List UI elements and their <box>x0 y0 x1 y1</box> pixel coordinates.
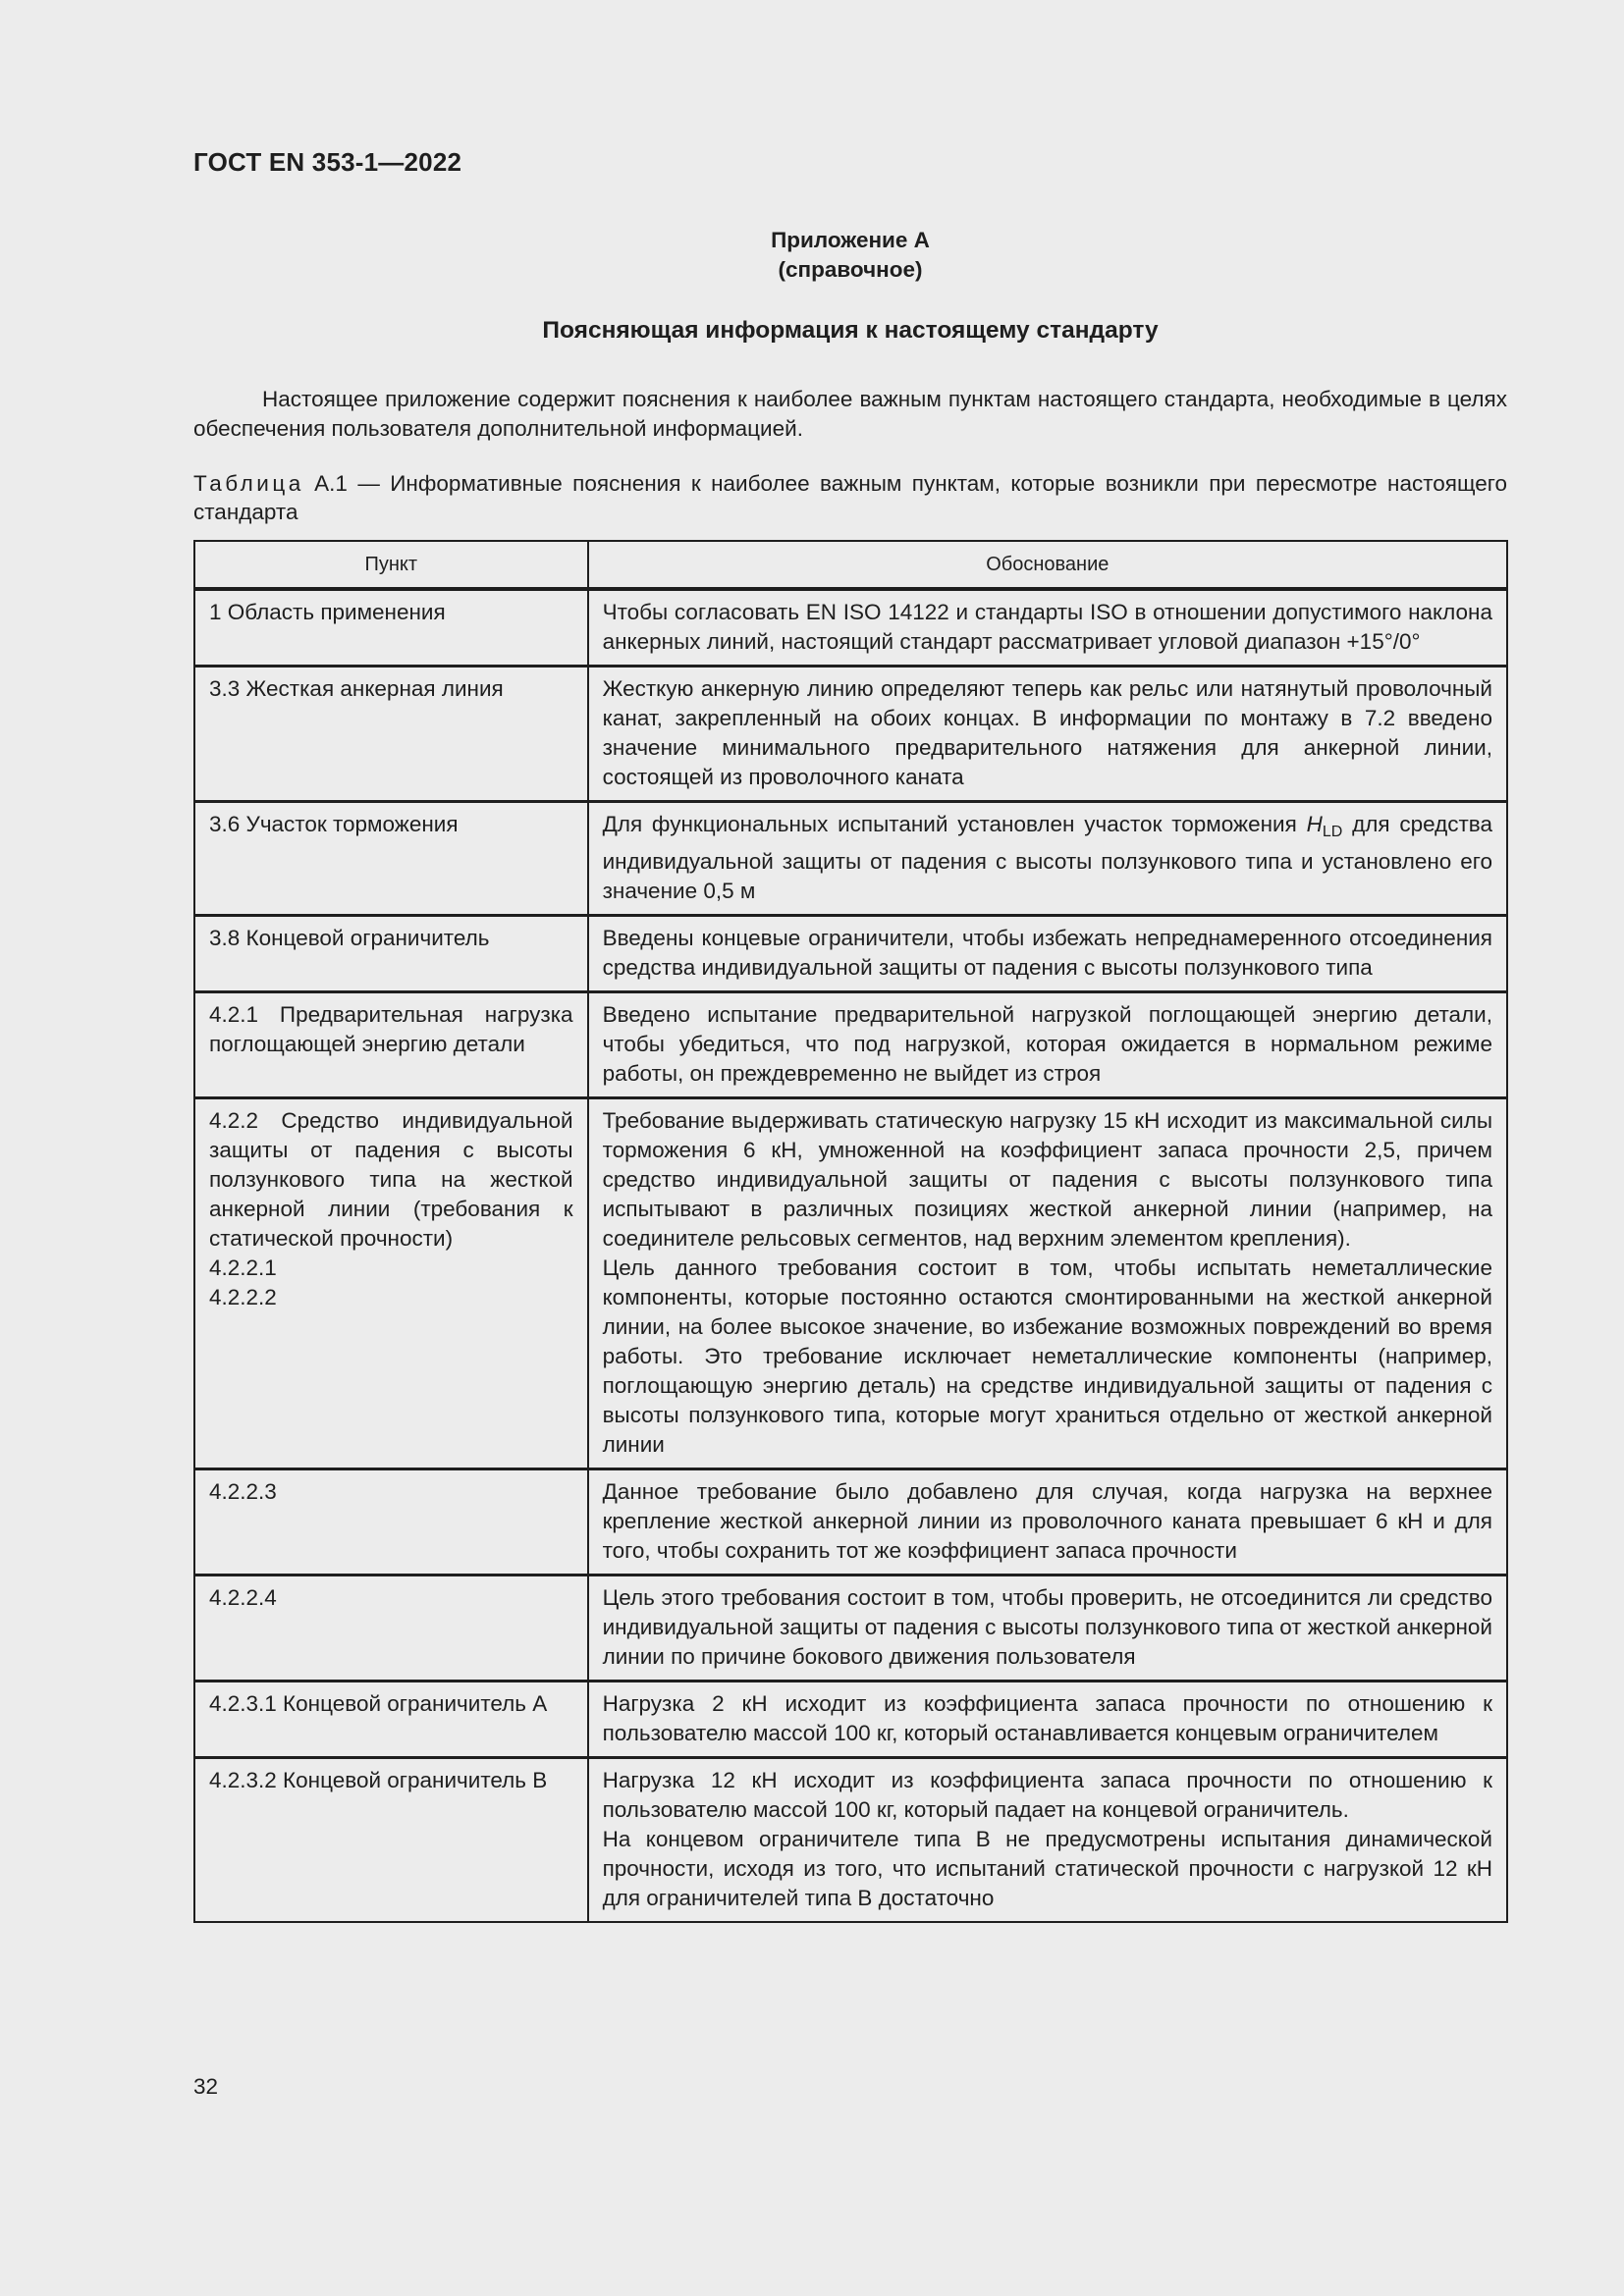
justification-text: На концевом ограничителе типа В не предусмотрены испытания динамической прочности, исходя из того, что испытаний статической прочности с нагрузкой 12 кН для ограничителей типа В достаточно <box>602 1827 1492 1910</box>
header-justification: Обоснование <box>588 541 1507 589</box>
row-justification-cell <box>588 992 1507 1098</box>
table-row <box>194 992 1507 1098</box>
item-text: 3.8 Концевой ограничитель <box>209 926 490 950</box>
row-item-cell <box>194 1469 588 1575</box>
annex-subtitle: (справочное) <box>778 257 923 282</box>
table-caption <box>193 469 1507 526</box>
table-row <box>194 1758 1507 1923</box>
item-text: 4.2.2.3 <box>209 1479 277 1504</box>
header-item: Пункт <box>194 541 588 589</box>
table-header-row <box>194 541 1507 589</box>
annex-heading <box>193 226 1507 285</box>
justification-text: Нагрузка 12 кН исходит из коэффициента запаса прочности по отношению к пользователю массой 100 кг, который падает на концевой ограничитель. <box>602 1768 1492 1822</box>
page-number: 32 <box>193 2074 219 2099</box>
item-text: 4.2.3.1 Концевой ограничитель А <box>209 1691 548 1716</box>
justification-text: Введены концевые ограничители, чтобы избежать непреднамеренного отсоединения средства индивидуальной защиты от падения с высоты ползункового типа <box>602 926 1492 980</box>
row-item-cell <box>194 1758 588 1923</box>
symbol-h: H <box>1306 812 1323 836</box>
row-item-cell <box>194 1098 588 1469</box>
annex-title: Приложение А <box>771 228 930 252</box>
table-row <box>194 1575 1507 1682</box>
row-justification-cell <box>588 667 1507 802</box>
row-justification-cell <box>588 1098 1507 1469</box>
justification-text: Цель этого требования состоит в том, чтобы проверить, не отсоединится ли средство индивидуальной защиты от падения с высоты ползункового типа от жесткой анкерной линии по причине бокового движения пользователя <box>602 1585 1492 1669</box>
item-text: 3.6 Участок торможения <box>209 812 459 836</box>
row-justification-cell <box>588 1682 1507 1758</box>
table-row <box>194 667 1507 802</box>
row-item-cell <box>194 992 588 1098</box>
justification-text: Чтобы согласовать EN ISO 14122 и стандарты ISO в отношении допустимого наклона анкерных линий, настоящий стандарт рассматривает угловой диапазон +15°/0° <box>602 600 1492 654</box>
row-item-cell <box>194 916 588 992</box>
table-caption-label: Таблица <box>193 471 304 496</box>
table-caption-text: А.1 — Информативные пояснения к наиболее важным пунктам, которые возникли при пересмотре настоящего стандарта <box>193 471 1507 524</box>
justification-text: Требование выдерживать статическую нагрузку 15 кН исходит из максимальной силы торможения 6 кН, умноженной на коэффициент запаса прочности 2,5, причем средство индивидуальной защиты от падения с высоты ползункового типа испытывают в различных позициях жесткой анкерной линии (например, на соединителе рельсовых сегментов, над верхним элементом крепления). <box>602 1108 1492 1251</box>
item-text: 4.2.2.4 <box>209 1585 277 1610</box>
row-justification-cell <box>588 1469 1507 1575</box>
justification-text: Данное требование было добавлено для случая, когда нагрузка на верхнее крепление жесткой анкерной линии из проволочного каната превышает 6 кН и для того, чтобы сохранить тот же коэффициент запаса прочности <box>602 1479 1492 1563</box>
row-justification-cell <box>588 1575 1507 1682</box>
item-subclause: 4.2.2.2 <box>209 1285 277 1309</box>
row-justification-cell <box>588 802 1507 916</box>
row-justification-cell <box>588 1758 1507 1923</box>
row-justification-cell <box>588 916 1507 992</box>
justification-text: Цель данного требования состоит в том, чтобы испытать неметаллические компоненты, которые постоянно остаются смонтированными на жесткой анкерной линии, на более высокое значение, во избежание возможных повреждений во время работы. Это требование исключает неметаллические компоненты (например, поглощающую энергию деталь) на средстве индивидуальной защиты от падения с высоты ползункового типа, которые могут храниться отдельно от жесткой анкерной линии <box>602 1255 1492 1457</box>
item-text: 3.3 Жесткая анкерная линия <box>209 676 504 701</box>
section-title: Поясняющая информация к настоящему стандарту <box>542 317 1159 344</box>
justification-text: Нагрузка 2 кН исходит из коэффициента запаса прочности по отношению к пользователю массой 100 кг, который останавливается концевым ограничителем <box>602 1691 1492 1745</box>
symbol-subscript: LD <box>1322 824 1343 840</box>
item-text: 4.2.3.2 Концевой ограничитель В <box>209 1768 548 1792</box>
item-text: 4.2.1 Предварительная нагрузка поглощающей энергию детали <box>209 1002 573 1056</box>
item-text: 1 Область применения <box>209 600 446 624</box>
row-item-cell <box>194 667 588 802</box>
row-item-cell <box>194 589 588 667</box>
table-row <box>194 1682 1507 1758</box>
item-subclause: 4.2.2.1 <box>209 1255 277 1280</box>
justification-text-after: для средства индивидуальной защиты от падения с высоты ползункового типа и установлено его значение 0,5 м <box>602 812 1493 903</box>
table-row <box>194 916 1507 992</box>
row-justification-cell <box>588 589 1507 667</box>
row-item-cell <box>194 1575 588 1682</box>
item-text: 4.2.2 Средство индивидуальной защиты от падения с высоты ползункового типа на жесткой анкерной линии (требования к статической прочности) <box>209 1108 573 1251</box>
table-row <box>194 1098 1507 1469</box>
row-item-cell <box>194 802 588 916</box>
document-id: ГОСТ EN 353-1—2022 <box>193 147 462 177</box>
table-row <box>194 1469 1507 1575</box>
explanations-table <box>193 540 1508 1923</box>
intro-paragraph: Настоящее приложение содержит пояснения к наиболее важным пунктам настоящего стандарта, необходимые в целях обеспечения пользователя дополнительной информацией. <box>193 387 1507 441</box>
justification-text: Введено испытание предварительной нагрузкой поглощающей энергию детали, чтобы убедиться, что под нагрузкой, которая ожидается в нормальном режиме работы, он преждевременно не выйдет из строя <box>602 1002 1492 1086</box>
row-item-cell <box>194 1682 588 1758</box>
table-row <box>194 589 1507 667</box>
table-row <box>194 802 1507 916</box>
justification-text: Жесткую анкерную линию определяют теперь как рельс или натянутый проволочный канат, закрепленный на обоих концах. В информации по монтажу в 7.2 введено значение минимального предварительного натяжения для анкерной линии, состоящей из проволочного каната <box>602 676 1492 789</box>
justification-text-before: Для функциональных испытаний установлен участок торможения <box>602 812 1307 836</box>
